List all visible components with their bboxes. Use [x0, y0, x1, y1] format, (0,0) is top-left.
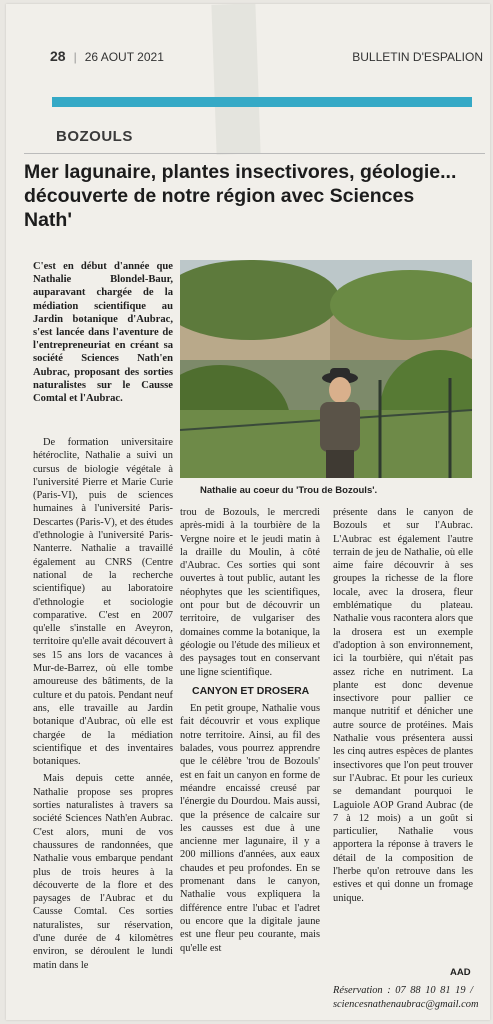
publication-name: BULLETIN D'ESPALION: [352, 50, 483, 64]
article-column-1: [33, 436, 173, 972]
column-3-paragraph: présente dans le canyon de Bozouls et sur l'Aubrac. L'Aubrac est également l'autre terrain de jeu de Nathalie, où elle aime faire découvrir à ses groupes la richesse de la flore locale, avec la drosera, fleur emblématique du plateau. Nathalie vous racontera alors que la drosera est un exemple d'adoption à son environnement, ici la tourbière, qui n'était pas assez riche en nutriment. La plante est donc devenue insectivore pour pallier ce manque nutritif et dénicher une autre source de protéines. Mais Nathalie vous présentera aussi les cinq autres espèces de plantes insectivores que l'on peut trouver sur l'Aubrac. Et pour les curieux se demandant pourquoi le Laguiole AOP Grand Aubrac (de 7 à 12 mois) a un goût si particulier, Nathalie vous apportera la réponse à travers le détail de la composition de l'herbe qu'on retrouve dans les estives et qui donne un fromage unique.: [333, 507, 473, 904]
header-separator: |: [73, 50, 77, 64]
accent-bar: [52, 97, 472, 107]
tape-strip: [211, 4, 260, 155]
article-lead: C'est en début d'année que Nathalie Blondel-Baur, auparavant chargée de la médiation scientifique au Jardin botanique d'Aubrac, s'est lancée dans l'aventure de l'entrepreneuriat en créant sa société Sciences Nath'en Aubrac, proposant des sorties naturalistes sur le Causse Comtal et l'Aubrac.: [33, 261, 173, 405]
page-header: [50, 48, 483, 64]
column-1-paragraph-2: Mais depuis cette année, Nathalie propose ses propres sorties naturalistes à travers sa société Sciences Nath'en Aubrac. C'est alors, muni de vos chaussures de randonnées, que Nathalie vous embarque pendant plus de trois heures à la découverte de la flore et des paysages de l'Aubrac et du Causse Comtal. Ces sorties naturalistes, sur réservation, d'une durée de 4 kilomètres environ, se déroulent le lundi matin dans le: [33, 773, 173, 971]
article-photo: [180, 260, 472, 478]
article-column-2: [180, 506, 320, 955]
photo-canyon-image: [180, 260, 472, 478]
column-2-paragraph-1: trou de Bozouls, le mercredi après-midi à la tourbière de la Vergne noire et le jeudi matin à la draille du Moulin, à côté d'Aubrac. Ces sorties qui sont ouvertes à tout public, autant les néophytes que les scientifiques, ont pour but de découvrir un territoire, de vulgariser des domaines comme la botanique, la géologie ou l'étude des milieux et des paysages tout en conservant une ligne scientifique.: [180, 507, 320, 678]
column-2-paragraph-2: En petit groupe, Nathalie vous fait découvrir et vous explique notre territoire. Ainsi, au fil des balades, vous pourrez apprendre que le célèbre 'trou de Bozouls' est en fait un canyon en forme de méandre encaissé creusé par l'énergie du Dourdou. Mais aussi, que la présence de calcaire sur les causses est due à une ancienne mer lagunaire, il y a 200 millions d'années, aux eaux chaudes et peu profondes. En se promenant dans le canyon, Nathalie vous expliquera la différence entre l'ubac et l'adret ou encore que la digitale jaune est une fleur peu courante, mais qu'elle est: [180, 703, 320, 954]
column-1-paragraph-1: De formation universitaire hétéroclite, Nathalie a suivi un cursus de biologie végétale à l'université Pierre et Marie Curie (Paris-VI), puis de sciences humaines à l'université Paris-Descartes (Paris-V), et des études d'ethnologie à l'université Paris-Nanterre. Nathalie a travaillé également au CNRS (Centre national de la recherche scientifique) au laboratoire d'ethnologie et sociologie comparative. C'est en 2007 qu'elle s'installe en Aveyron, territoire qu'elle avait découvert à ses 15 ans lors de vacances à Mur-de-Barrez, où elle tombe amoureuse des bâtiments, de la culture et du patois. Pendant neuf ans, elle travaille au Jardin botanique d'Aubrac, où elle est chargée de la médiation scientifique et des inventaires botaniques.: [33, 437, 173, 768]
reservation-contact: Réservation : 07 88 10 81 19 / sciencesnathenaubrac@gmail.com: [333, 985, 479, 1010]
issue-date: 26 AOUT 2021: [84, 50, 164, 64]
article-title: Mer lagunaire, plantes insectivores, géologie... découverte de notre région avec Sciences Nath': [24, 161, 457, 231]
page-number: 28: [50, 48, 66, 64]
section-subheading: CANYON ET DROSERA: [192, 684, 310, 697]
section-rubric: BOZOULS: [56, 128, 133, 145]
title-rule: [24, 153, 485, 154]
article-column-3: [333, 506, 473, 905]
photo-caption: Nathalie au coeur du 'Trou de Bozouls'.: [200, 485, 378, 496]
author-signature: AAD: [450, 967, 471, 978]
page-header-left: [50, 48, 164, 64]
